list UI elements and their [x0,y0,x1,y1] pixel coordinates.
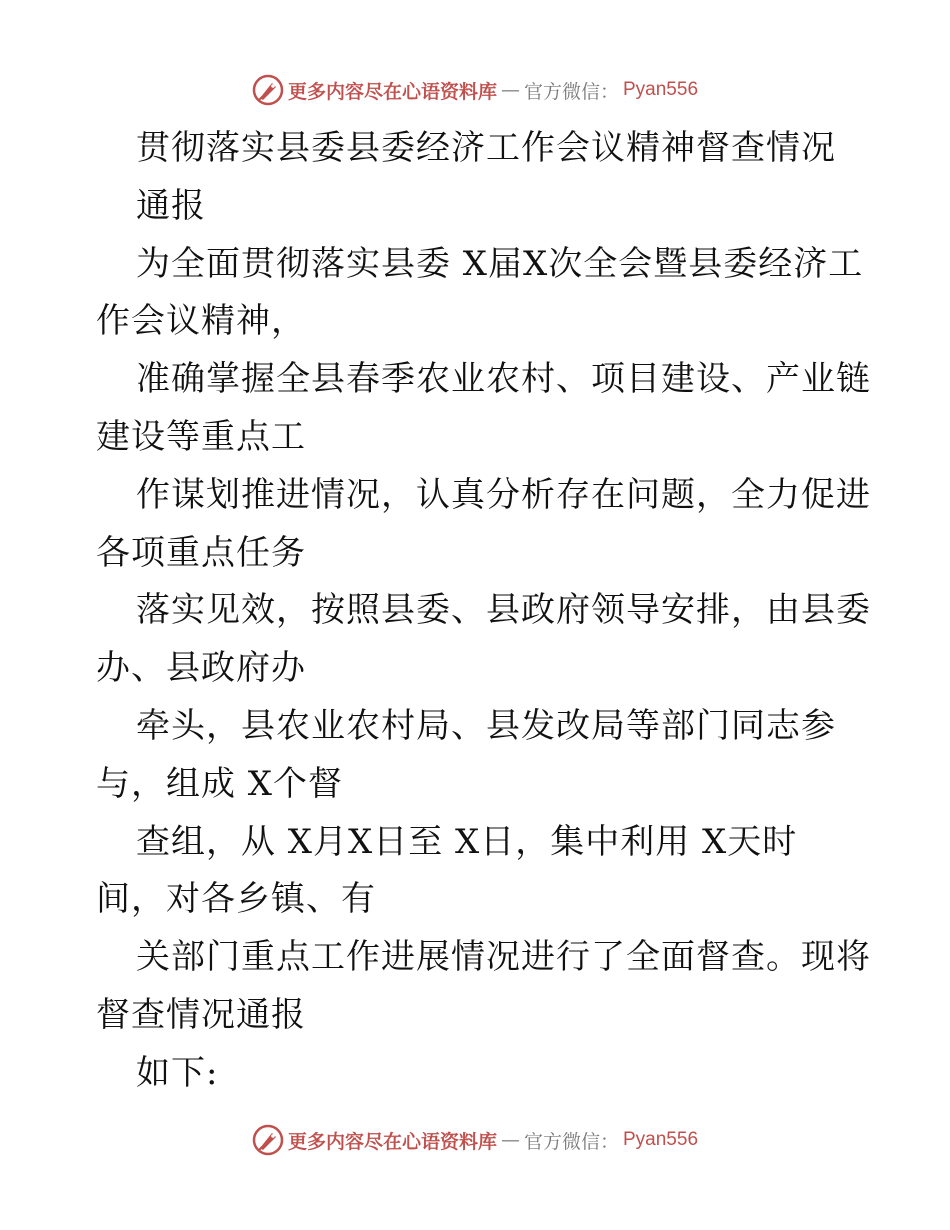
document-line: 查组，从 X月X日至 X日，集中利用 X天时 [136,821,798,862]
document-line: 贯彻落实县委县委经济工作会议精神督查情况 [136,128,836,168]
document-line: 与，组成 X个督 [96,763,344,804]
document-line: 办、县政府办 [96,648,306,689]
banner-text: 更多内容尽在心语资料库 [287,80,497,103]
pen-logo-icon [252,74,284,106]
document-line: 如下: [136,1052,219,1093]
document-line: 落实见效，按照县委、县政府领导安排，由县委 [136,590,871,631]
document-line: 为全面贯彻落实县委 X届X次全会暨县委经济工 [136,243,864,284]
banner-label: 官方微信： [523,80,619,103]
document-line: 督查情况通报 [96,994,306,1035]
footer-banner [0,1120,950,1160]
header-banner [0,70,950,110]
banner-wechat-id: Pyan556 [623,1129,699,1150]
banner-content [252,1124,698,1156]
document-line: 关部门重点工作进展情况进行了全面督查。现将 [136,937,871,978]
banner-wechat-id: Pyan556 [623,79,699,100]
banner-content [252,74,698,106]
document-line: 作会议精神， [96,301,306,342]
document-body [96,120,871,1103]
document-line: 间，对各乡镇、有 [96,879,376,920]
pen-logo-icon [252,1124,284,1156]
banner-text: 更多内容尽在心语资料库 [287,1130,497,1153]
document-line: 作谋划推进情况，认真分析存在问题，全力促进 [136,474,871,515]
document-line: 各项重点任务 [96,532,306,573]
banner-dash: — [500,79,520,101]
banner-dash: — [500,1129,520,1151]
banner-label: 官方微信： [523,1130,619,1153]
document-line: 牵头，县农业农村局、县发改局等部门同志参 [136,705,836,746]
document-line: 准确掌握全县春季农业农村、项目建设、产业链 [136,359,871,400]
document-line: 通报 [136,185,206,226]
document-line: 建设等重点工 [96,416,306,457]
